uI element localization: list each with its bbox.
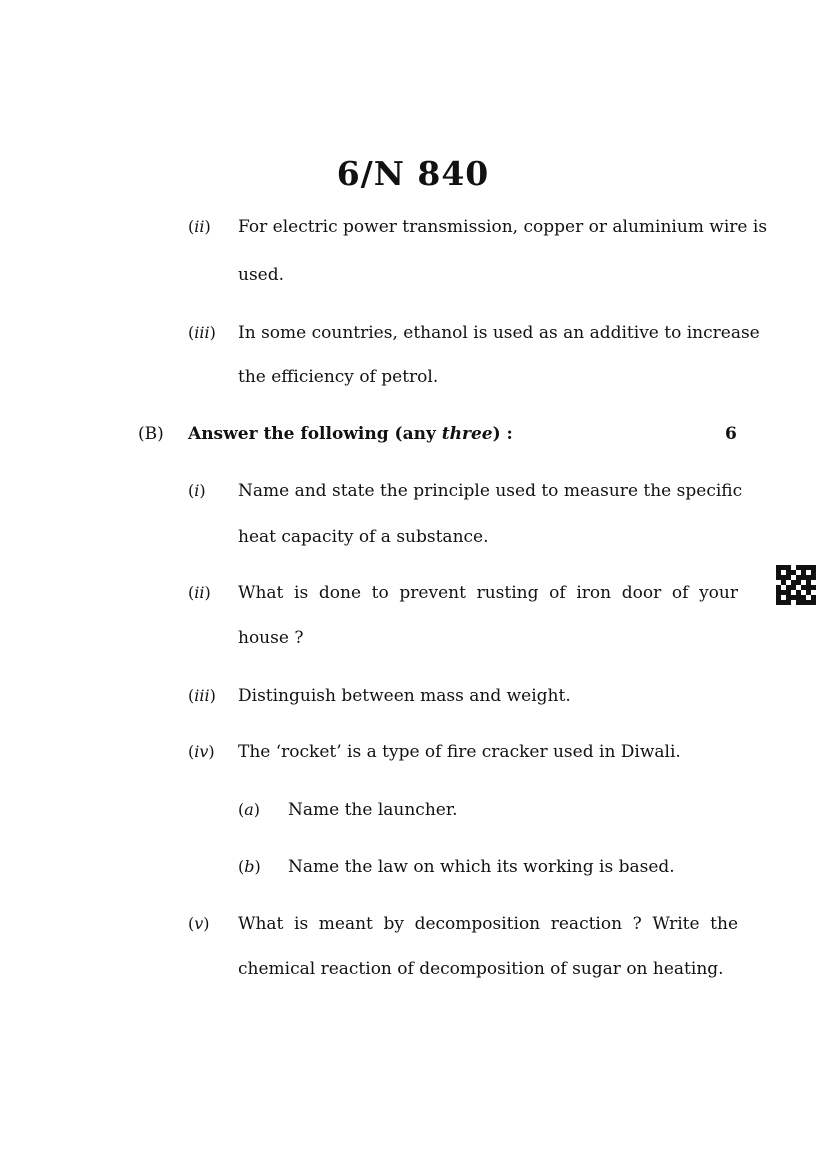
question-text: What is done to prevent rusting of iron door of your: [238, 583, 738, 603]
question-text: For electric power transmission, copper or aluminium wire is: [238, 217, 768, 237]
question-number: (ii): [188, 583, 211, 602]
question-text: In some countries, ethanol is used as an additive to increase: [238, 323, 760, 343]
sub-question-number: (b): [238, 857, 261, 876]
qr-code-icon: [776, 565, 816, 605]
question-number: (v): [188, 914, 210, 933]
question-text: Name and state the principle used to measure the specific: [238, 481, 743, 501]
section-heading: Answer the following (any three) :: [188, 424, 513, 444]
question-text: What is meant by decomposition reaction ? Write the: [238, 914, 738, 934]
question-number: (iii): [188, 686, 216, 705]
question-number: (iii): [188, 323, 216, 342]
paper-code: 6/N 840: [336, 154, 490, 193]
sub-question-text: Name the law on which its working is based.: [288, 857, 675, 877]
question-text: The ‘rocket’ is a type of fire cracker used in Diwali.: [238, 742, 681, 762]
question-text: the efficiency of petrol.: [238, 367, 439, 387]
question-text: Distinguish between mass and weight.: [238, 686, 571, 706]
question-text: heat capacity of a substance.: [238, 527, 489, 547]
question-number: (ii): [188, 217, 211, 236]
section-marks: 6: [725, 424, 737, 444]
question-text: house ?: [238, 628, 304, 648]
sub-question-number: (a): [238, 800, 261, 819]
question-number: (i): [188, 481, 206, 500]
question-number: (iv): [188, 742, 215, 761]
question-text: used.: [238, 265, 285, 285]
question-text: chemical reaction of decomposition of sugar on heating.: [238, 959, 724, 979]
sub-question-text: Name the launcher.: [288, 800, 458, 820]
section-label: (B): [138, 424, 164, 444]
